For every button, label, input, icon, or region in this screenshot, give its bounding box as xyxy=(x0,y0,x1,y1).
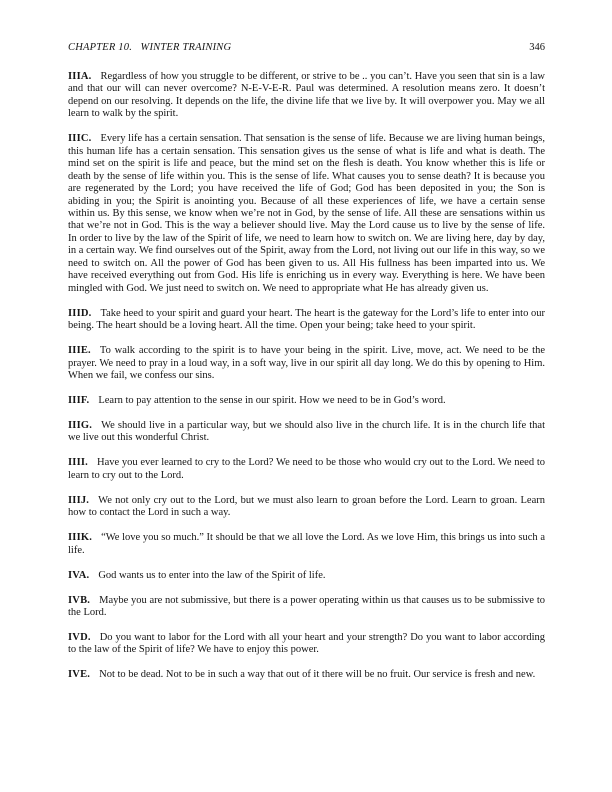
paragraph xyxy=(68,308,545,333)
paragraph-text: Do you want to labor for the Lord with all your heart and your strength? Do you want to labor according to the law of the Spirit of life? We have to enjoy this power. xyxy=(68,631,545,656)
paragraph xyxy=(68,595,545,620)
paragraph xyxy=(68,532,545,557)
paragraph-text: Every life has a certain sensation. That sensation is the sense of life. Because we are living human beings, this human life has a certain sensation. This sensation gives us the sense of what is life and what is death. The mind set on the spirit is life and peace, but the mind set on the flesh is death. You know whether this is life or death by the sense of life within you. This is the sense of life. What causes you to sense death? It is because you are regenerated by the Lord; you have received the life of God; God has been deposited in you; the Son is abiding in you; the Spirit is anointing you. Because of all these experiences of life, we have a certain sense within us. By this sense, we know when we’re not in God, by the sense of life. All these are sensations within us that we’re not in God. This is the way a believer should live. May the Lord cause us to live by the sense of life. In order to live by the law of the Spirit of life, we need to learn how to switch on. We are living here, day by day, in a certain way. We find ourselves out of the Spirit, away from the Lord, not living out our life in this way, so we need to switch on. All the power of God has been given to us. All His fullness has been imparted into us. We have received everything out from God. His life is enriching us in every way. Everything is here. We have been mingled with God. We just need to switch on. We need to appropriate what He has already given us. xyxy=(68,133,545,294)
page-body xyxy=(68,71,545,682)
paragraph-label: IVA. xyxy=(68,569,90,581)
paragraph-text: God wants us to enter into the law of the Spirit of life. xyxy=(98,569,326,581)
paragraph-text: Maybe you are not submissive, but there is a power operating within us that causes us to be submissive to the Lord. xyxy=(68,594,545,618)
running-head xyxy=(68,42,545,54)
paragraph xyxy=(68,133,545,295)
paragraph-text: “We love you so much.” It should be that we all love the Lord. As we love Him, this brings us into such a life. xyxy=(68,532,545,556)
paragraph-label: IVD. xyxy=(68,631,91,643)
paragraph-text: Not to be dead. Not to be in such a way that out of it there will be no fruit. Our service is fresh and new. xyxy=(99,669,536,681)
paragraph-text: Regardless of how you struggle to be different, or strive to be .. you can’t. Have you seen that sin is a law and that our will can never overcome? N-E-V-E-R. Paul was determined. A resolution means zero. It doesn’t depend on our resolving. It depends on the life, the divine life that we live by. It will overpower you. May we all learn to walk by the spirit. xyxy=(68,71,545,120)
paragraph xyxy=(68,71,545,121)
page-number: 346 xyxy=(529,42,545,53)
chapter-title: CHAPTER 10. WINTER TRAINING xyxy=(68,42,232,53)
paragraph-label: IIIG. xyxy=(68,419,93,431)
paragraph xyxy=(68,457,545,482)
paragraph-text: We not only cry out to the Lord, but we must also learn to groan before the Lord. Learn to groan. Learn how to contact the Lord in such a way. xyxy=(68,494,545,519)
paragraph-text: Take heed to your spirit and guard your heart. The heart is the gateway for the Lord’s life to enter into our being. The heart should be a loving heart. All the time. Open your being; take heed to your spirit. xyxy=(68,307,545,332)
paragraph-text: Learn to pay attention to the sense in our spirit. How we need to be in God’s word. xyxy=(98,394,446,406)
paragraph-label: IVE. xyxy=(68,669,91,681)
paragraph xyxy=(68,669,545,681)
paragraph-label: IIIK. xyxy=(68,532,93,544)
paragraph xyxy=(68,570,545,582)
paragraph xyxy=(68,345,545,382)
paragraph-label: IIIJ. xyxy=(68,494,90,506)
paragraph-text: Have you ever learned to cry to the Lord? We need to be those who would cry out to the Lord. We need to learn to cry out to the Lord. xyxy=(68,457,545,481)
paragraph xyxy=(68,420,545,445)
paragraph-label: IIIE. xyxy=(68,345,91,357)
paragraph-label: IVB. xyxy=(68,594,91,606)
paragraph-label: IIID. xyxy=(68,307,92,319)
paragraph xyxy=(68,632,545,657)
paragraph-label: IIIC. xyxy=(68,133,92,145)
paragraph-text: We should live in a particular way, but we should also live in the church life. It is in the church life that we live out this wonderful Christ. xyxy=(68,419,545,444)
paragraph-text: To walk according to the spirit is to have your being in the spirit. Live, move, act. We need to be the prayer. We need to pray in a loud way, in a soft way, live in our spirit all day long. We do this by opening to Him. When we fail, we confess our sins. xyxy=(68,345,545,382)
paragraph xyxy=(68,395,545,407)
paragraph-label: IIIF. xyxy=(68,394,90,406)
paragraph-label: IIII. xyxy=(68,457,88,469)
paragraph xyxy=(68,495,545,520)
paragraph-label: IIIA. xyxy=(68,71,92,82)
